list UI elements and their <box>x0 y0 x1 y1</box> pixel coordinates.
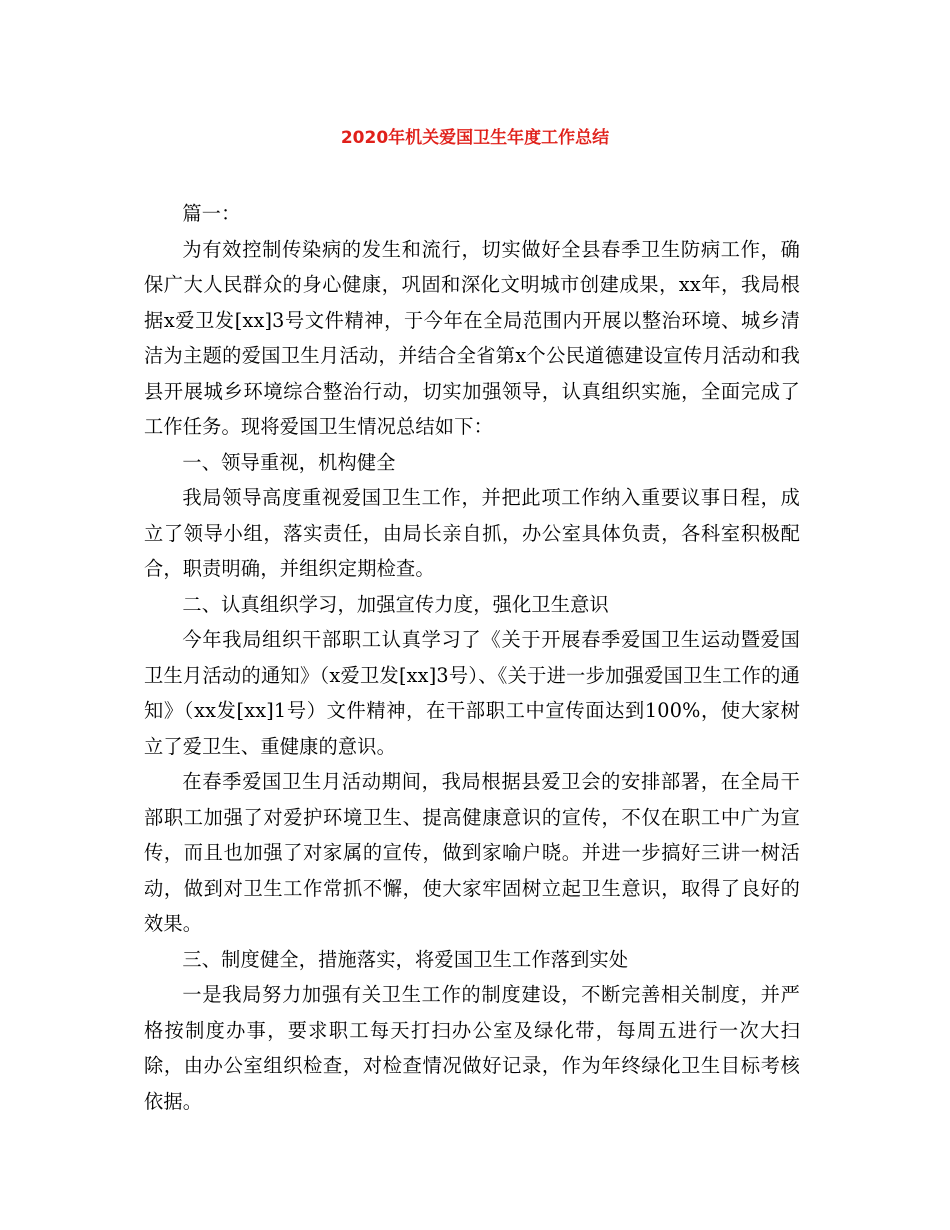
document-body <box>144 196 800 1119</box>
paragraph-system: 一是我局努力加强有关卫生工作的制度建设，不断完善相关制度，并严格按制度办事，要求职工每天打扫办公室及绿化带，每周五进行一次大扫除，由办公室组织检查，对检查情况做好记录，作为年终绿化卫生目标考核依据。 <box>144 983 800 1113</box>
heading-section-1: 一、领导重视，机构健全 <box>182 450 396 474</box>
document-title: 2020年机关爱国卫生年度工作总结 <box>340 128 610 148</box>
paragraph-campaign: 在春季爱国卫生月活动期间，我局根据县爱卫会的安排部署，在全局干部职工加强了对爱护环境卫生、提高健康意识的宣传，不仅在职工中广为宣传，而且也加强了对家属的宣传，做到家喻户晓。并进一步搞好三讲一树活动，做到对卫生工作常抓不懈，使大家牢固树立起卫生意识，取得了良好的效果。 <box>144 770 800 935</box>
paragraph-study: 今年我局组织干部职工认真学习了《关于开展春季爱国卫生运动暨爱国卫生月活动的通知》（x爱卫发[xx]3号）、《关于进一步加强爱国卫生工作的通知》（xx发[xx]1号）文件精神，在干部职工中宣传面达到100%，使大家树立了爱卫生、重健康的意识。 <box>144 628 800 758</box>
paragraph-intro: 为有效控制传染病的发生和流行，切实做好全县春季卫生防病工作，确保广大人民群众的身心健康，巩固和深化文明城市创建成果，xx年，我局根据x爱卫发[xx]3号文件精神，于今年在全局范围内开展以整治环境、城乡清洁为主题的爱国卫生月活动，并结合全省第x个公民道德建设宣传月活动和我县开展城乡环境综合整治行动，切实加强领导，认真组织实施，全面完成了工作任务。现将爱国卫生情况总结如下： <box>144 237 800 438</box>
paragraph-section-label: 篇一： <box>182 202 241 225</box>
heading-section-3: 三、制度健全，措施落实，将爱国卫生工作落到实处 <box>182 947 629 971</box>
paragraph-leadership: 我局领导高度重视爱国卫生工作，并把此项工作纳入重要议事日程，成立了领导小组，落实责任，由局长亲自抓，办公室具体负责，各科室积极配合，职责明确，并组织定期检查。 <box>144 486 800 580</box>
heading-section-2: 二、认真组织学习，加强宣传力度，强化卫生意识 <box>182 592 609 616</box>
